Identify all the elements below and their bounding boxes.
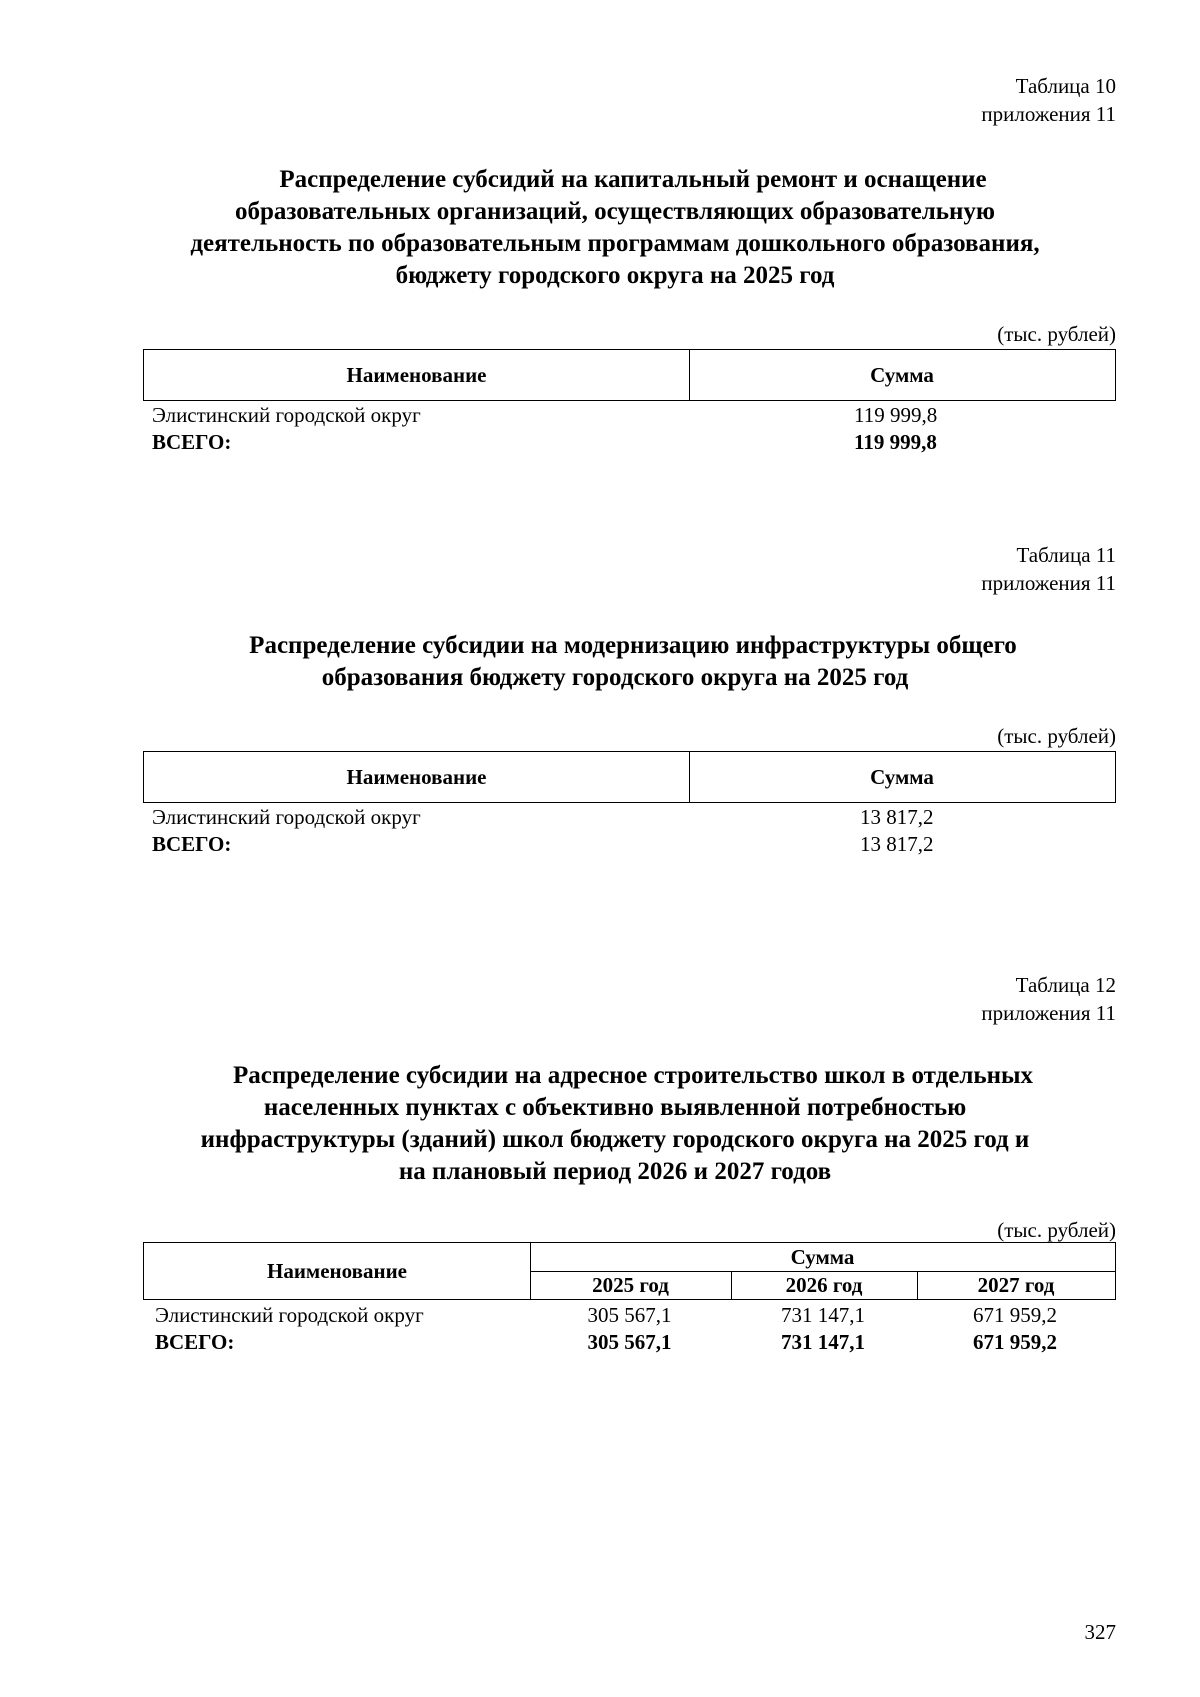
table10-row-name: Элистинский городской округ bbox=[152, 403, 421, 427]
table12-row-value: 731 147,1 bbox=[781, 1303, 865, 1327]
table12-units: (тыс. рублей) bbox=[997, 1218, 1116, 1242]
table10-title-line: бюджету городского округа на 2025 год bbox=[395, 262, 835, 289]
table10-units: (тыс. рублей) bbox=[997, 322, 1116, 346]
table11-col-name: Наименование bbox=[346, 765, 487, 789]
table12-appendix: приложения 11 bbox=[981, 1001, 1116, 1025]
table12-col-sum: Сумма bbox=[790, 1245, 855, 1269]
table12-title-line: на плановый период 2026 и 2027 годов bbox=[398, 1158, 832, 1185]
table11-title bbox=[120, 630, 1110, 694]
table11-title-line: Распределение субсидии на модернизацию инфраструктуры общего bbox=[249, 632, 1017, 659]
table10-total-value: 119 999,8 bbox=[854, 430, 937, 454]
table11-units: (тыс. рублей) bbox=[997, 724, 1116, 748]
table10-appendix: приложения 11 bbox=[981, 102, 1116, 126]
table12-title-line: населенных пунктах с объективно выявленной потребностью bbox=[263, 1094, 967, 1121]
table11-header bbox=[143, 751, 1116, 803]
table10-title-line: деятельность по образовательным программам дошкольного образования, bbox=[190, 230, 1040, 257]
table10-col-name: Наименование bbox=[346, 363, 487, 387]
table12-col-year: 2026 год bbox=[785, 1273, 863, 1297]
table12-total-value: 305 567,1 bbox=[587, 1330, 672, 1354]
table12-col-year: 2027 год bbox=[977, 1273, 1055, 1297]
table11-label: Таблица 11 bbox=[1016, 543, 1116, 567]
table11-total-value: 13 817,2 bbox=[860, 832, 934, 856]
table10-total-label: ВСЕГО: bbox=[152, 430, 232, 454]
table10-label: Таблица 10 bbox=[1015, 74, 1116, 98]
table12-row-name: Элистинский городской округ bbox=[155, 1303, 424, 1327]
table12-total-value: 671 959,2 bbox=[973, 1330, 1057, 1354]
table12-col-year: 2025 год bbox=[592, 1273, 669, 1297]
table10-row-value: 119 999,8 bbox=[854, 403, 938, 427]
table11-title-line: образования бюджету городского округа на 2025 год bbox=[321, 664, 909, 691]
table11-row-value: 13 817,2 bbox=[860, 805, 934, 829]
table11-total-label: ВСЕГО: bbox=[152, 832, 232, 856]
table12-col-name: Наименование bbox=[267, 1259, 407, 1283]
table11-col-sum: Сумма bbox=[870, 765, 934, 789]
table11-row-name: Элистинский городской округ bbox=[152, 805, 421, 829]
page-number: 327 bbox=[1084, 1620, 1116, 1644]
table10-col-sum: Сумма bbox=[870, 363, 934, 387]
table12-title-line: инфраструктуры (зданий) школ бюджету городского округа на 2025 год и bbox=[200, 1126, 1030, 1153]
table12-total-label: ВСЕГО: bbox=[155, 1330, 235, 1354]
table11-appendix: приложения 11 bbox=[981, 571, 1116, 595]
table12-title bbox=[120, 1060, 1110, 1188]
table12-total-value: 731 147,1 bbox=[781, 1330, 865, 1354]
table10-header bbox=[143, 349, 1116, 401]
table10-title bbox=[120, 164, 1110, 292]
table10-title-line: образовательных организаций, осуществляющих образовательную bbox=[234, 198, 996, 225]
table10-title-line: Распределение субсидий на капитальный ремонт и оснащение bbox=[279, 166, 987, 193]
table12-title-line: Распределение субсидии на адресное строительство школ в отдельных bbox=[232, 1062, 1034, 1089]
table12-row-value: 671 959,2 bbox=[973, 1303, 1057, 1327]
table12-row-value: 305 567,1 bbox=[587, 1303, 672, 1327]
table12-header bbox=[143, 1242, 1116, 1300]
table12-label: Таблица 12 bbox=[1015, 973, 1116, 997]
